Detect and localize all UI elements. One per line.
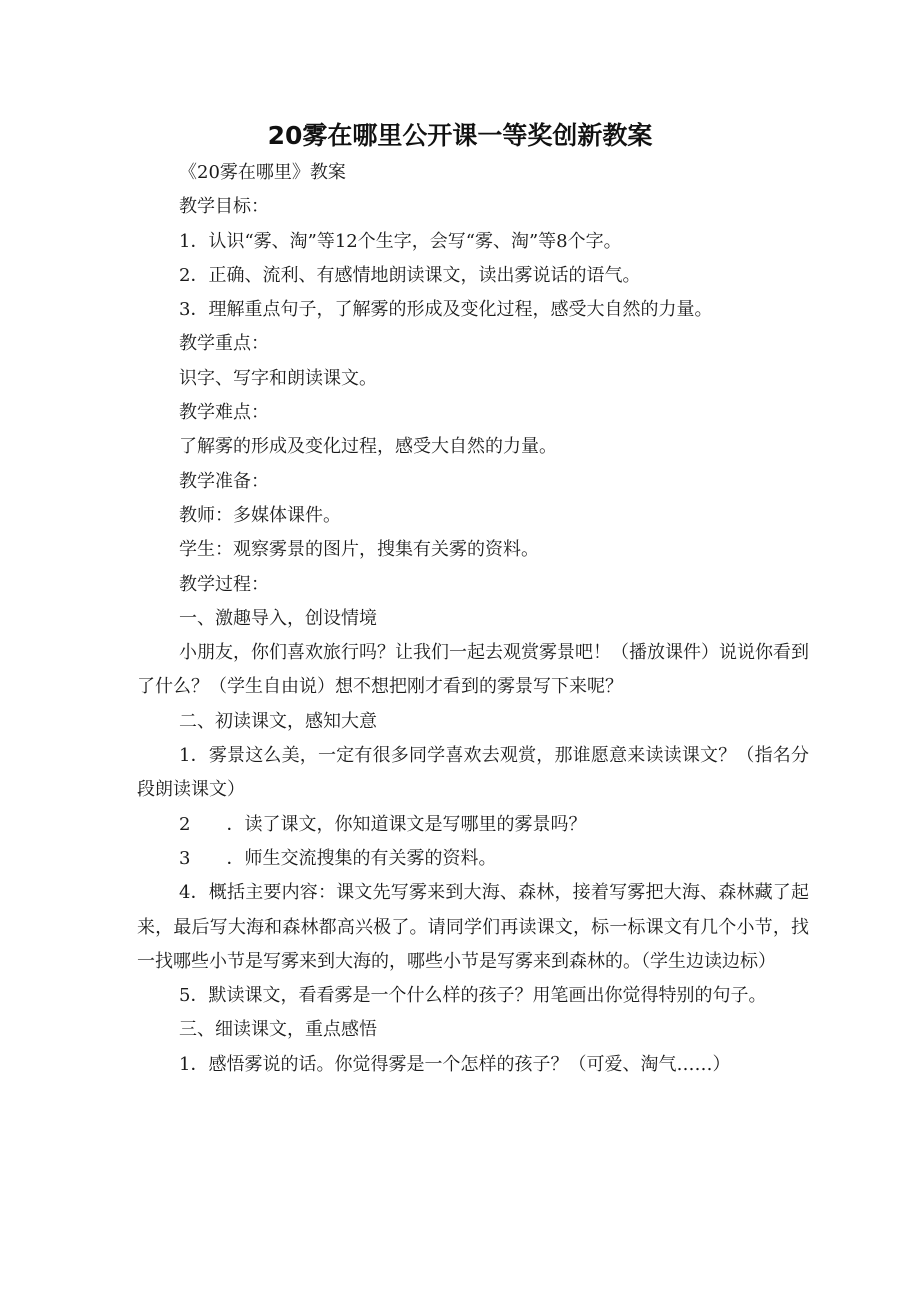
section-label-difficulties: 教学难点： xyxy=(179,402,269,424)
section-label-preparation: 教学准备： xyxy=(179,470,269,492)
step-2-item-1: 1．雾景这么美，一定有很多同学喜欢去观赏，那谁愿意来读读课文？（指名分段朗读课文） xyxy=(137,745,809,801)
preparation-student: 学生：观察雾景的图片，搜集有关雾的资料。 xyxy=(179,539,539,561)
objective-item-3: 3．理解重点句子，了解雾的形成及变化过程，感受大自然的力量。 xyxy=(179,299,713,321)
lesson-plan-heading: 《20雾在哪里》教案 xyxy=(179,162,346,183)
step-3-item-1: 1．感悟雾说的话。你觉得雾是一个怎样的孩子？（可爱、淘气……） xyxy=(179,1053,731,1075)
section-label-process: 教学过程： xyxy=(179,573,269,595)
step-2-item-3: 3 ．师生交流搜集的有关雾的资料。 xyxy=(179,847,497,869)
step-1-text: 小朋友，你们喜欢旅行吗？让我们一起去观赏雾景吧！（播放课件）说说你看到了什么？（学生自由说）想不想把刚才看到的雾景写下来呢？ xyxy=(137,642,809,698)
step-heading-1: 一、激趣导入，创设情境 xyxy=(179,607,377,629)
document-body xyxy=(137,156,809,1082)
section-label-key-points: 教学重点： xyxy=(179,333,269,355)
key-points-text: 识字、写字和朗读课文。 xyxy=(179,367,377,389)
objective-item-2: 2．正确、流利、有感情地朗读课文，读出雾说话的语气。 xyxy=(179,264,641,286)
section-label-objectives: 教学目标： xyxy=(179,196,269,218)
step-heading-3: 三、细读课文，重点感悟 xyxy=(179,1019,377,1041)
document-title: 20雾在哪里公开课一等奖创新教案 xyxy=(267,121,653,150)
step-2-item-4: 4．概括主要内容：课文先写雾来到大海、森林，接着写雾把大海、森林藏了起来，最后写大海和森林都高兴极了。请同学们再读课文，标一标课文有几个小节，找一找哪些小节是写雾来到大海的，哪些小节是写雾来到森林的。（学生边读边标） xyxy=(137,882,809,972)
step-2-item-2: 2 ．读了课文，你知道课文是写哪里的雾景吗？ xyxy=(179,813,587,835)
step-heading-2: 二、初读课文，感知大意 xyxy=(179,710,377,732)
preparation-teacher: 教师：多媒体课件。 xyxy=(179,504,341,526)
step-2-item-5: 5．默读课文，看看雾是一个什么样的孩子？用笔画出你觉得特别的句子。 xyxy=(179,985,767,1007)
objective-item-1: 1．认识“雾、淘”等12个生字，会写“雾、淘”等8个字。 xyxy=(179,230,622,252)
difficulties-text: 了解雾的形成及变化过程，感受大自然的力量。 xyxy=(179,436,557,458)
